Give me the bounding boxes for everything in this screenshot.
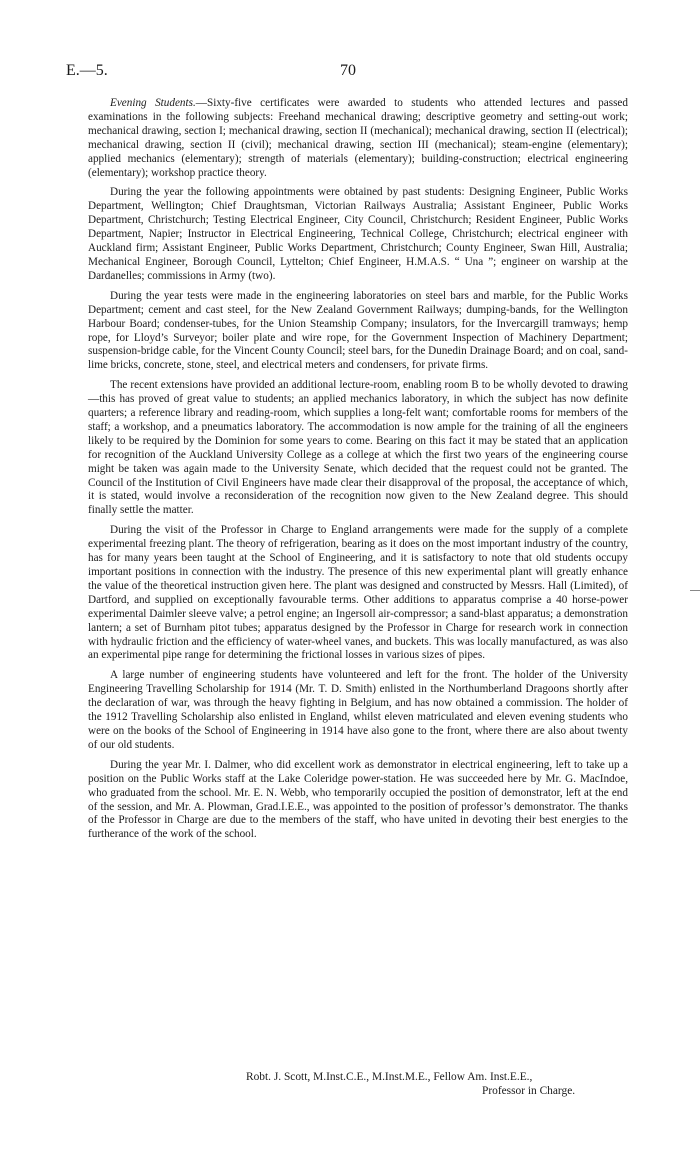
paragraph-text: During the year the following appointments were obtained by past students: Designing Engineer, Public Works Department, Wellington; Chief Draughtsman, Victorian Railways Australia; Assistant Engineer, Public Works Department, Christchurch; Testing Electrical Engineer, City Council, Christchurch; Resident Engineer, Public Works Department, Napier; Instructor in Electrical Engineering, Technical College, Christchurch; electrical engineer with Auckland firm; Assistant Engineer, Public Works Department, Christchurch; County Engineer, Swan Hill, Australia; Mechanical Engineer, Borough Council, Lyttelton; Chief Engineer, H.M.A.S. “ Una ”; engineer on warship at the Dardanelles; commissions in Army (two). <box>88 186 628 282</box>
report-body <box>88 97 628 848</box>
paragraph-freezing-plant <box>88 524 628 663</box>
paragraph-laboratory-tests <box>88 290 628 373</box>
paragraph-appointments <box>88 186 628 283</box>
paragraph-extensions <box>88 379 628 518</box>
document-reference: E.—5. <box>66 62 108 79</box>
paragraph-text: During the year tests were made in the engineering laboratories on steel bars and marble, for the Public Works Department; cement and cast steel, for the New Zealand Government Railways; dumping-bands, for the Wellington Harbour Board; condenser-tubes, for the Union Steamship Company; insulators, for the Invercargill tramways; hemp rope, for Lloyd’s Surveyor; boiler plate and wire rope, for the Government Inspection of Machinery Department; suspension-bridge cable, for the Vincent County Council; steel bars, for the Dunedin Drainage Board; and on coal, sand-lime bricks, concrete, stone, steel, and electrical meters and condensers, for private firms. <box>88 289 628 372</box>
paragraph-lead: Evening Students. <box>110 97 196 109</box>
paragraph-text: A large number of engineering students have volunteered and left for the front. The holder of the University Engineering Travelling Scholarship for 1914 (Mr. T. D. Smith) enlisted in the Northumberland Dragoons shortly after the declaration of war, was through the heavy fighting in Belgium, and has now obtained a commission. The holder of the 1912 Travelling Scholarship also enlisted in England, whilst eleven matriculated and eleven evening students who were on the books of the School of Engineering in 1914 have also gone to the front, where there are also about twenty of our old students. <box>88 669 628 751</box>
signature-block <box>246 1070 575 1098</box>
signatory-title: Professor in Charge. <box>482 1085 576 1097</box>
margin-mark <box>690 590 700 591</box>
paragraph-text: —Sixty-five certificates were awarded to students who attended lectures and passed examinations in the following subjects: Freehand mechanical drawing; descriptive geometry and setting-out work; mechanical drawing, section I; mechanical drawing, section II (mechanical); mechanical drawing, section II (electrical); mechanical drawing, section II (civil); mechanical drawing, section III (mechanical); steam-engine (elementary); applied mechanics (elementary); strength of materials (elementary); building-construction; electrical engineering (elementary); workshop practice theory. <box>88 97 628 179</box>
signatory-name: Robt. J. Scott, M.Inst.C.E., M.Inst.M.E., Fellow Am. Inst.E.E., <box>246 1071 533 1083</box>
paragraph-text: During the visit of the Professor in Charge to England arrangements were made for the supply of a complete experimental freezing plant. The theory of refrigeration, bearing as it does on the most important industry of the country, has for many years been taught at the School of Engineering, and it is satisfactory to note that old students occupy important positions in connection with the industry. The presence of this new experimental plant will greatly enhance the value of the theoretical instruction given here. The plant was designed and constructed by Messrs. Hall (Limited), of Dartford, and supplied on exceptionally favourable terms. Other additions to apparatus comprise a 40 horse-power experimental Daimler sleeve valve; a petrol engine; an Ingersoll air-compressor; a sand-blast apparatus; a demonstration lantern; a set of Burnham pitot tubes; apparatus designed by the Professor in Charge for research work in connection with hydraulic friction and the efficiency of water-wheel vanes, and buckets. This was locally manufactured, as was also an experimental pipe range for determining the frictional losses in various sizes of pipes. <box>88 524 628 662</box>
paragraph-volunteers <box>88 669 628 752</box>
paragraph-evening-students <box>88 97 628 180</box>
page-number: 70 <box>340 62 356 79</box>
page-header <box>66 62 634 86</box>
paragraph-staff-changes <box>88 759 628 842</box>
paragraph-text: The recent extensions have provided an additional lecture-room, enabling room B to be wholly devoted to drawing—this has proved of great value to students; an applied mechanics laboratory, in which the subject has now definite quarters; a reference library and reading-room, which supplies a long-felt want; comfortable rooms for members of the staff; a workshop, and a pneumatics laboratory. The accommodation is now ample for the training of all the engineers likely to be required by the Dominion for some years to come. Bearing on this fact it may be stated that an application for recognition of the Auckland University College as a college at which the first two years of the engineering course might be taken was again made to the University Senate, which decided that the request could not be granted. The Council of the Institution of Civil Engineers have made clear their disapproval of the proposal, the acceptance of which, it is stated, would involve a reconsideration of the recognition now given to the New Zealand degree. This should finally settle the matter. <box>88 379 628 517</box>
paragraph-text: During the year Mr. I. Dalmer, who did excellent work as demonstrator in electrical engineering, left to take up a position on the Public Works staff at the Lake Coleridge power-station. He was succeeded here by Mr. G. MacIndoe, who graduated from the school. Mr. E. N. Webb, who temporarily occupied the position of demonstrator, left at the end of the session, and Mr. A. Plowman, Grad.I.E.E., was appointed to the position of professor’s demonstrator. The thanks of the Professor in Charge are due to the members of the staff, who have united in devoting their best energies to the furtherance of the work of the school. <box>88 758 628 841</box>
